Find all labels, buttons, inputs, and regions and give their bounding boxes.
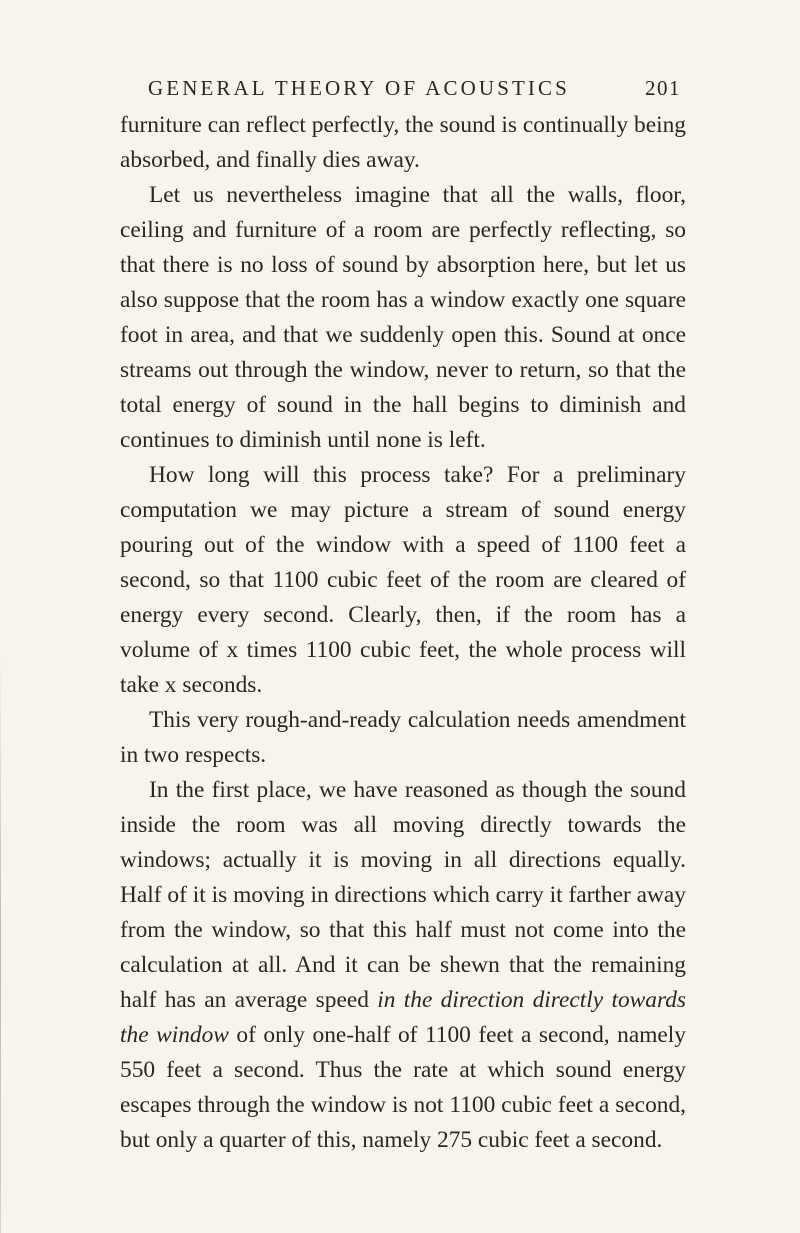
paragraph: How long will this process take? For a preliminary computation we may picture a stream of sound energy pouring out of the window with a speed of 1100 feet a second, so that 1100 cubic feet of the room are cleared of energy every second. Clearly, then, if the room has a volume of x times 1100 cubic feet, the whole process will take x seconds. [120, 462, 686, 698]
paragraph: furniture can reflect perfectly, the sound is continually being absorbed, and finally dies away. [120, 112, 686, 173]
page-number: 201 [645, 76, 681, 100]
running-title: GENERAL THEORY OF ACOUSTICS [148, 76, 570, 100]
paragraph-text: of only one-half of 1100 feet a second, namely 550 feet a second. Thus the rate at which sound energy escapes through the window is not 1100 cubic feet a second, but only a quarter of this, namely 275 cubic feet a second. [120, 1022, 686, 1153]
paragraph: Let us nevertheless imagine that all the walls, floor, ceiling and furniture of a room are perfectly reflecting, so that there is no loss of sound by absorption here, but let us also suppose that the room has a window exactly one square foot in area, and that we suddenly open this. Sound at once streams out through the window, never to return, so that the total energy of sound in the hall begins to diminish and continues to diminish until none is left. [120, 182, 686, 453]
paragraph-text: In the first place, we have reasoned as though the sound inside the room was all moving directly towards the windows; actually it is moving in all directions equally. Half of it is moving in directions which carry it farther away from the window, so that this half must not come into the calculation at all. And it can be shewn that the remaining half has an average speed [120, 777, 686, 1013]
paragraph: This very rough-and-ready calculation needs amendment in two respects. [120, 707, 686, 768]
body-text [120, 108, 686, 1158]
italic-emphasis: in the direction directly towards the window [120, 987, 686, 1048]
paragraph [120, 773, 686, 1158]
page-edge-shadow [0, 650, 1, 1233]
running-head [148, 70, 681, 106]
